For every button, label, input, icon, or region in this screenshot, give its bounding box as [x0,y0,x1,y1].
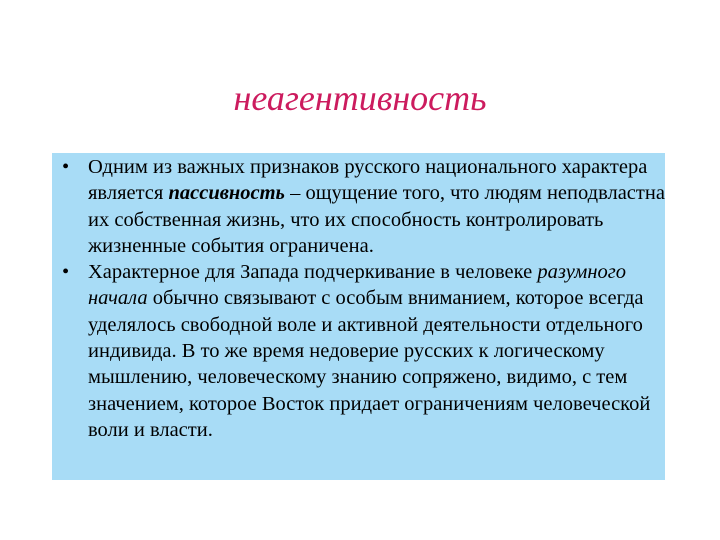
bullet-item-reason [62,259,668,443]
bullet-list [62,154,668,443]
bullet-text: – ощущение того, что людям неподвластна их собственная жизнь, что их способность контролировать жизненные события ограничена. [88,182,665,257]
bullet-text: обычно связывают с особым вниманием, которое всегда уделялось свободной воле и активной деятельности отдельного индивида. В то же время недоверие русских к логическому мышлению, человеческому знанию сопряжено, видимо, с тем значением, которое Восток придает ограничениям человеческой воли и власти. [88,287,651,441]
bullet-emphasis: пассивность [168,182,285,205]
bullet-dot: • [62,156,70,178]
bullet-text: Характерное для Запада подчеркивание в человеке [88,261,538,284]
bullet-emphasis: разумного начала [88,261,627,310]
bullet-item-passivity [62,154,668,259]
slide-title: неагентивность [233,78,487,118]
bullet-text: Одним из важных признаков русского национального характера является [88,156,648,205]
bullet-dot: • [62,261,70,284]
